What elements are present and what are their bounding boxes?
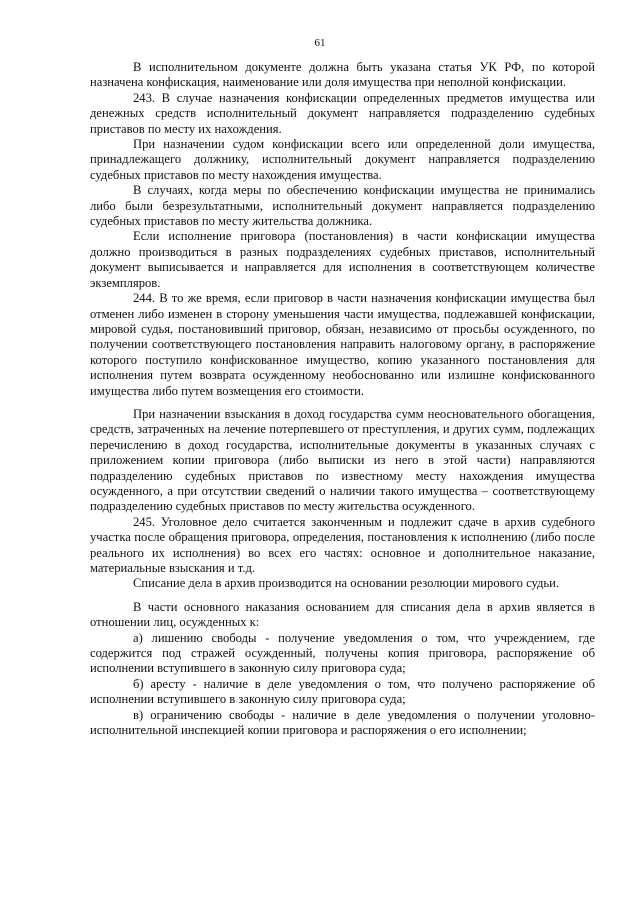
paragraph-state-recovery: При назначении взыскания в доход государства сумм неосновательного обогащения, средств, затраченных на лечение потерпевшего от преступления, и других сумм, подлежащих перечислению в доход государства, исполнительные документы в указанных случаях с приложением копии приговора (либо выписки из него в этой части) направляются подразделению судебных приставов по известному месту нахождения имущества осужденного, а при отсутствии сведений о наличии такого имущества – соответствующему подразделению судебных приставов по месту жительства осужденного. xyxy=(90,406,595,514)
list-item-arrest: б) аресту - наличие в деле уведомления о том, что получено распоряжение об исполнении вступившего в законную силу приговора суда; xyxy=(90,676,595,707)
paragraph-245: 245. Уголовное дело считается законченным и подлежит сдаче в архив судебного участка после обращения приговора, определения, постановления к исполнению (либо после реального их исполнения) во всех его частях: основное и дополнительное наказание, материальные взыскания и т.д. xyxy=(90,514,595,575)
paragraph-article-requirement: В исполнительном документе должна быть указана статья УК РФ, по которой назначена конфискация, наименование или доля имущества при неполной конфискации. xyxy=(90,60,595,90)
page-number: 61 xyxy=(314,37,326,49)
paragraph-no-measures: В случаях, когда меры по обеспечению конфискации имущества не принимались либо были безрезультатными, исполнительный документ направляется подразделению судебных приставов по месту жительства должника. xyxy=(90,183,595,229)
list-item-restriction: в) ограничению свободы - наличие в деле уведомления о получении уголовно-исполнительной инспекцией копии приговора и распоряжения о его исполнении; xyxy=(90,707,595,738)
paragraph-archive-resolution: Списание дела в архив производится на основании резолюции мирового судьи. xyxy=(133,576,560,591)
body-text xyxy=(90,60,595,738)
list-item-imprisonment: а) лишению свободы - получение уведомления о том, что учреждением, где содержится под стражей осужденный, получены копия приговора, распоряжение об исполнении вступившего в законную силу приговора суда; xyxy=(90,630,595,676)
paragraph-archive-basis: В части основного наказания основанием для списания дела в архив является в отношении лиц, осужденных к: xyxy=(90,599,595,630)
paragraph-243: 243. В случае назначения конфискации определенных предметов имущества или денежных средств исполнительный документ направляется подразделению судебных приставов по месту их нахождения. xyxy=(90,90,595,136)
paragraph-244: 244. В то же время, если приговор в части назначения конфискации имущества был отменен либо изменен в сторону уменьшения части имущества, подлежавшей конфискации, мировой судья, постановивший приговор, обязан, независимо от просьбы осужденного, по получении соответствующего постановления направить налоговому органу, в распоряжение которого поступило конфискованное имущество, копию указанного постановления для исполнения путем возврата осужденному необоснованно или излишне конфискованного имущества либо путем возмещения его стоимости. xyxy=(90,291,595,398)
paragraph-full-confiscation: При назначении судом конфискации всего или определенной доли имущества, принадлежащего должнику, исполнительный документ направляется подразделению судебных приставов по месту нахождения имущества. xyxy=(90,137,595,182)
paragraph-multiple-subdivisions: Если исполнение приговора (постановления) в части конфискации имущества должно производиться в разных подразделениях судебных приставов, исполнительный документ выписывается и направляется для исполнения в соответствующем количестве экземпляров. xyxy=(90,229,595,290)
